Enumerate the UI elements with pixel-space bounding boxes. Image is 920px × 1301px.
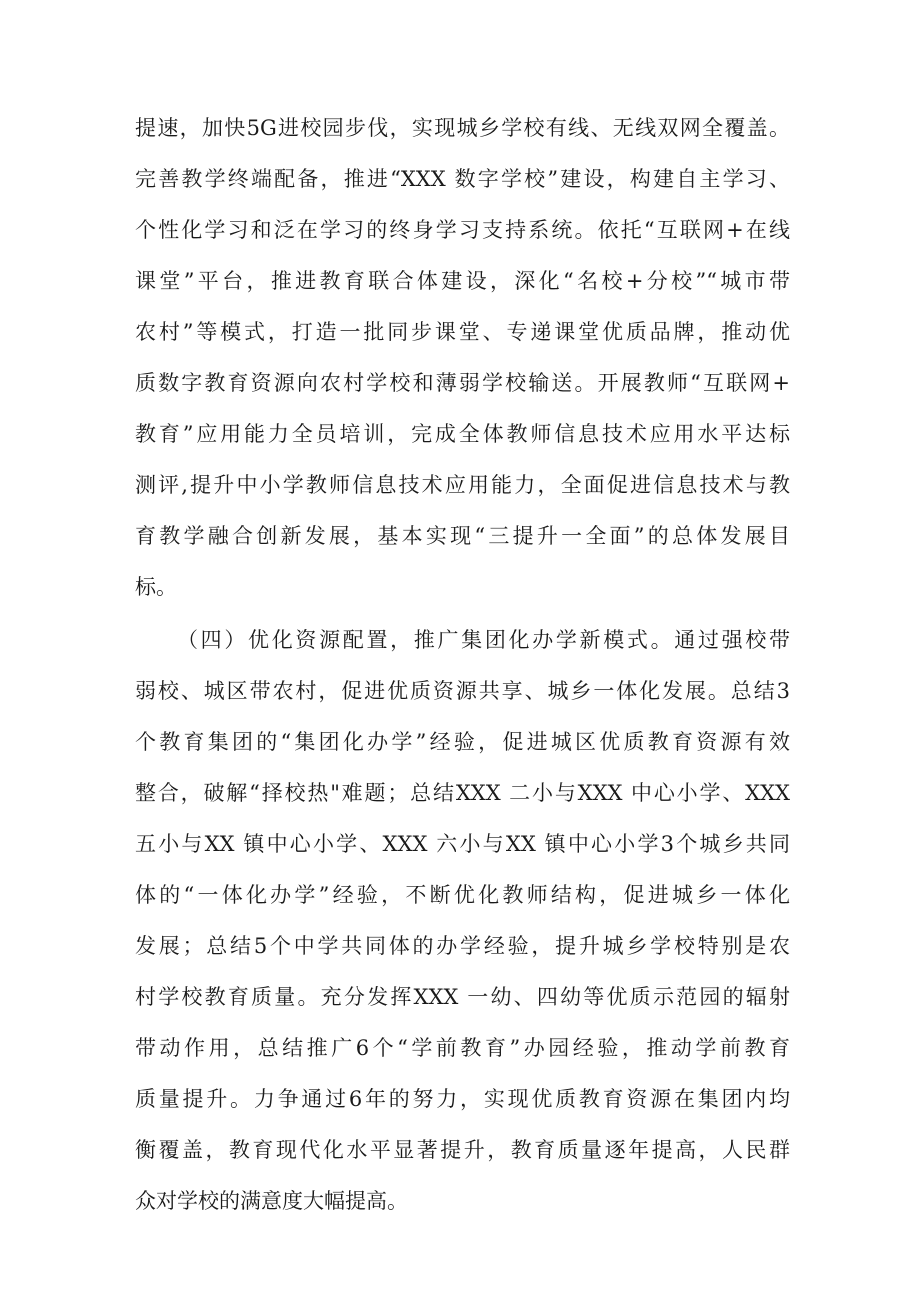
- text-line: 村学校教育质量。充分发挥XXX 一幼、四幼等优质示范园的辐射: [135, 985, 790, 1009]
- text-line: 体的“一体化办学”经验，不断优化教师结构，促进城乡一体化: [135, 883, 790, 907]
- text-line: 标。: [135, 575, 177, 599]
- paragraph-first-line: （四）优化资源配置，推广集团化办学新模式。通过强校带: [177, 628, 790, 652]
- text-line: 发展；总结5个中学共同体的办学经验，提升城乡学校特别是农: [135, 934, 790, 958]
- text-line: 整合，破解“择校热"难题；总结XXX 二小与XXX 中心小学、XXX: [135, 781, 790, 805]
- text-line: 五小与XX 镇中心小学、XXX 六小与XX 镇中心小学3个城乡共同: [135, 832, 790, 856]
- text-line: 质量提升。力争通过6年的努力，实现优质教育资源在集团内均: [135, 1087, 790, 1111]
- text-line: 测评,提升中小学教师信息技术应用能力，全面促进信息技术与教: [135, 473, 790, 497]
- text-line: 衡覆盖，教育现代化水平显著提升，教育质量逐年提高，人民群: [135, 1138, 790, 1162]
- text-line: 带动作用，总结推广6个“学前教育”办园经验，推动学前教育: [135, 1036, 790, 1060]
- text-line: 课堂”平台，推进教育联合体建设，深化“名校+分校”“城市带: [135, 269, 790, 293]
- text-line: 质数字教育资源向农村学校和薄弱学校输送。开展教师“互联网+: [135, 371, 790, 395]
- text-line: 众对学校的满意度大幅提高。: [135, 1189, 408, 1213]
- text-line: 农村”等模式，打造一批同步课堂、专递课堂优质品牌，推动优: [135, 320, 790, 344]
- text-line: 个教育集团的“集团化办学”经验，促进城区优质教育资源有效: [135, 730, 790, 754]
- text-line: 个性化学习和泛在学习的终身学习支持系统。依托“互联网+在线: [135, 218, 790, 242]
- text-line: 提速，加快5G进校园步伐，实现城乡学校有线、无线双网全覆盖。: [135, 116, 790, 140]
- text-line: 完善教学终端配备，推进“XXX 数字学校”建设，构建自主学习、: [135, 167, 790, 191]
- text-line: 育教学融合创新发展，基本实现“三提升一全面”的总体发展目: [135, 524, 790, 548]
- text-line: 教育”应用能力全员培训，完成全体教师信息技术应用水平达标: [135, 422, 790, 446]
- text-line: 弱校、城区带农村，促进优质资源共享、城乡一体化发展。总结3: [135, 679, 790, 703]
